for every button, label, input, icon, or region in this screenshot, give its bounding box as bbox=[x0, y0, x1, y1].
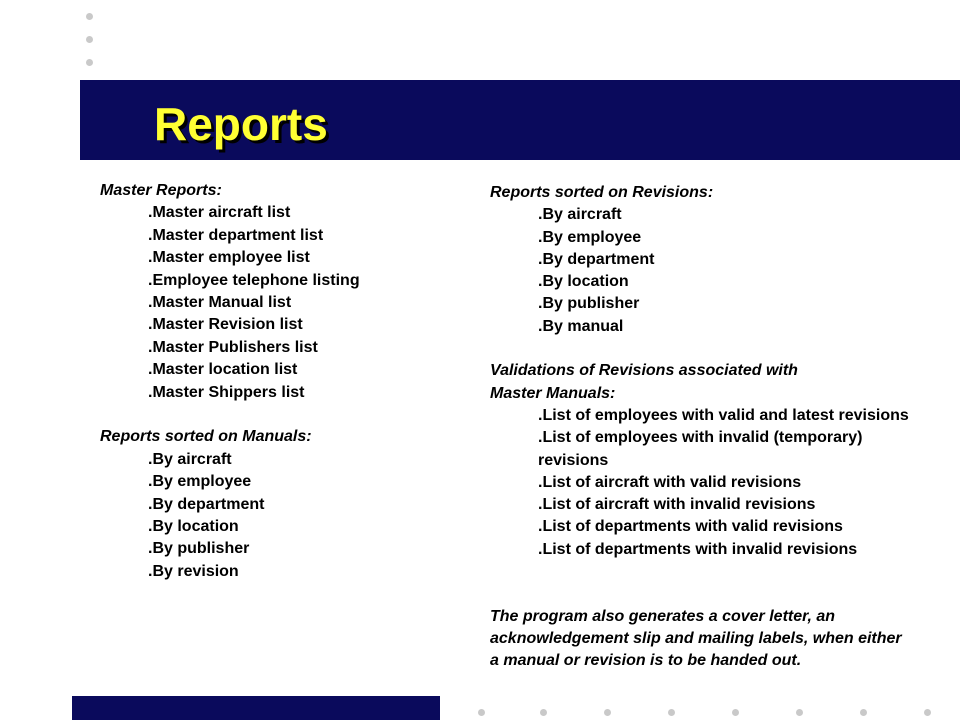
revisions-heading: Reports sorted on Revisions: bbox=[490, 184, 714, 201]
list-item: .By publisher bbox=[538, 295, 640, 313]
left-column bbox=[100, 180, 360, 583]
list-item: .List of departments with valid revisions bbox=[538, 518, 843, 536]
list-item: .By publisher bbox=[148, 540, 250, 558]
decor-dot bbox=[796, 709, 803, 716]
decor-dot bbox=[86, 36, 93, 43]
list-item: .By location bbox=[148, 518, 239, 536]
spacer bbox=[100, 404, 360, 426]
decor-dot bbox=[86, 59, 93, 66]
list-item: .Master Shippers list bbox=[148, 383, 305, 401]
list-item: .Employee telephone listing bbox=[148, 271, 360, 289]
list-item: .Master Publishers list bbox=[148, 338, 318, 356]
validations-heading-line1: Validations of Revisions associated with bbox=[490, 362, 798, 380]
list-item: .Master department list bbox=[148, 226, 324, 244]
list-item: .By aircraft bbox=[538, 206, 622, 224]
spacer bbox=[490, 338, 940, 360]
list-item: .Master Manual list bbox=[148, 294, 292, 312]
list-item: .Master aircraft list bbox=[148, 204, 291, 222]
list-item: .List of employees with valid and latest revisions bbox=[538, 406, 909, 424]
list-item: .List of aircraft with valid revisions bbox=[538, 473, 802, 491]
list-item: .List of employees with invalid (temporary) revisions bbox=[538, 429, 863, 469]
decor-dot bbox=[540, 709, 547, 716]
list-item: .By location bbox=[538, 273, 629, 291]
list-item: .By department bbox=[148, 495, 265, 513]
bottom-bar bbox=[72, 696, 440, 720]
decor-dot bbox=[86, 13, 93, 20]
spacer bbox=[490, 561, 940, 583]
decor-dot bbox=[732, 709, 739, 716]
list-item: .By revision bbox=[148, 562, 239, 580]
decor-dot bbox=[668, 709, 675, 716]
master-reports-heading: Master Reports: bbox=[100, 182, 222, 199]
list-item: .List of aircraft with invalid revisions bbox=[538, 496, 816, 514]
slide-title: Reports bbox=[154, 98, 328, 150]
list-item: .By department bbox=[538, 250, 655, 268]
list-item: .Master location list bbox=[148, 361, 298, 379]
list-item: .Master employee list bbox=[148, 249, 310, 267]
list-item: .List of departments with invalid revisions bbox=[538, 540, 858, 558]
decor-dot bbox=[924, 709, 931, 716]
list-item: .By aircraft bbox=[148, 450, 232, 468]
list-item: .Master Revision list bbox=[148, 316, 303, 334]
decor-dot bbox=[604, 709, 611, 716]
right-column bbox=[490, 182, 940, 673]
validations-heading-line2: Master Manuals: bbox=[490, 384, 616, 402]
decor-dot bbox=[478, 709, 485, 716]
spacer bbox=[490, 583, 940, 605]
manuals-heading: Reports sorted on Manuals: bbox=[100, 428, 312, 446]
decor-dot bbox=[860, 709, 867, 716]
list-item: .By manual bbox=[538, 317, 624, 335]
closing-note: The program also generates a cover letter, an acknowledgement slip and mailing labels, when either a manual or revision is to be handed out. bbox=[490, 607, 902, 670]
list-item: .By employee bbox=[148, 473, 252, 491]
list-item: .By employee bbox=[538, 228, 642, 246]
